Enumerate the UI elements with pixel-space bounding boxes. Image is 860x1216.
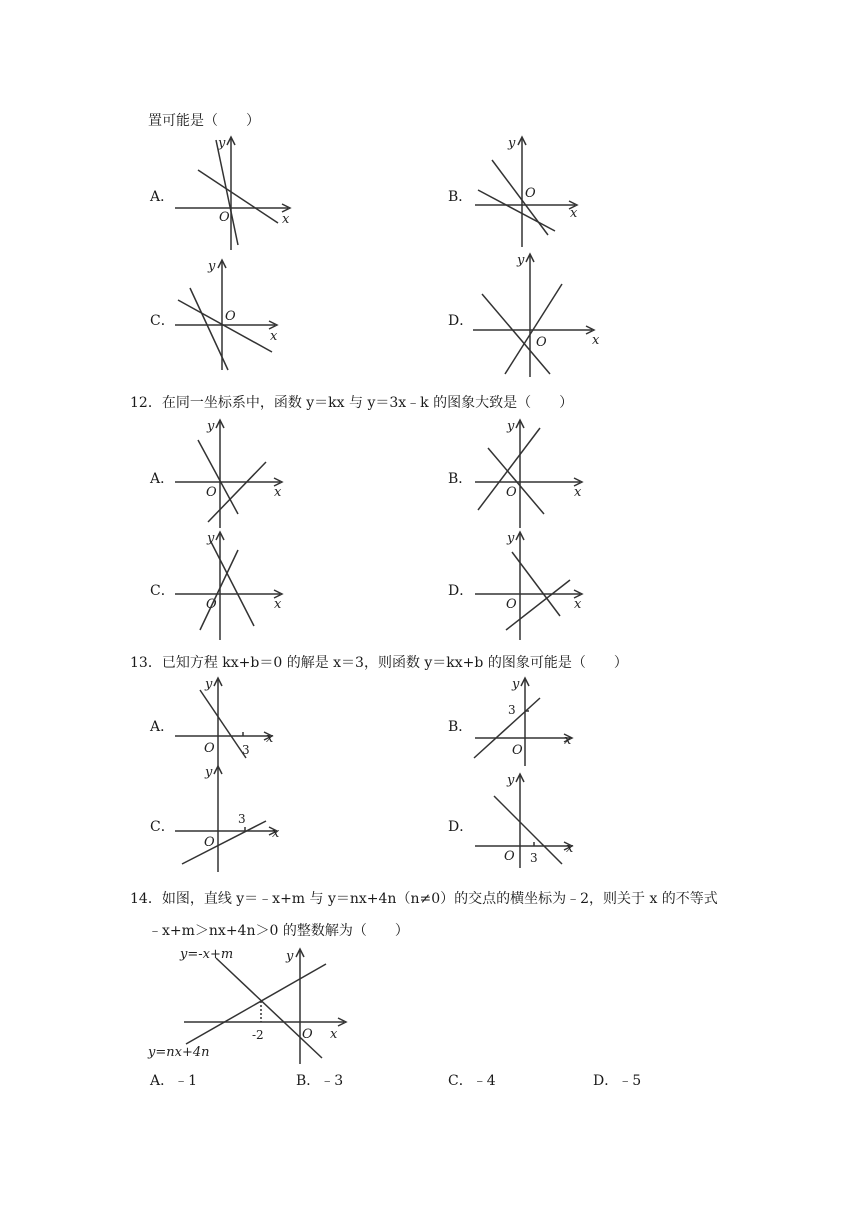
q11-option-c-label[interactable]: C． bbox=[150, 313, 175, 329]
x-label: x bbox=[274, 597, 282, 612]
origin-label: O bbox=[302, 1027, 313, 1042]
line-2 bbox=[210, 540, 254, 626]
line-1 bbox=[200, 550, 238, 630]
line-2 bbox=[482, 294, 550, 374]
q12-option-b-label[interactable]: B． bbox=[448, 471, 473, 487]
q11-option-b-label[interactable]: B． bbox=[448, 189, 473, 205]
q14-graph bbox=[146, 944, 356, 1066]
q11-graph-a bbox=[170, 135, 300, 253]
line-2 bbox=[488, 448, 544, 514]
q11-graph-b bbox=[470, 135, 585, 250]
q12-option-a-label[interactable]: A． bbox=[150, 471, 175, 487]
q13-graph-a bbox=[170, 676, 280, 768]
q13-option-d-label[interactable]: D． bbox=[448, 819, 474, 835]
q12-graph-c bbox=[170, 530, 290, 642]
q11-graph-c bbox=[170, 258, 285, 373]
q11-stem-tail: 置可能是（ ） bbox=[148, 113, 260, 129]
q12-option-c-label[interactable]: C． bbox=[150, 583, 175, 599]
origin-label: O bbox=[506, 485, 517, 500]
origin-label: O bbox=[204, 741, 215, 756]
tick-label: 3 bbox=[242, 743, 250, 757]
x-label: x bbox=[564, 733, 572, 748]
q12-graph-b bbox=[470, 418, 590, 530]
tick-label: 3 bbox=[508, 703, 516, 717]
x-label: x bbox=[570, 206, 578, 221]
q13-graph-c bbox=[170, 764, 288, 874]
x-label: x bbox=[282, 212, 290, 227]
origin-label: O bbox=[206, 597, 217, 612]
tick-label: 3 bbox=[530, 851, 538, 865]
line-1 bbox=[505, 284, 562, 374]
line-1 bbox=[198, 440, 238, 514]
x-label: x bbox=[566, 841, 574, 856]
q11-graph-d bbox=[470, 252, 605, 380]
q14-stem-line2: ﹣x+m＞nx+4n＞0 的整数解为（ ） bbox=[148, 923, 409, 939]
x-label: x bbox=[574, 485, 582, 500]
line2-label: y=nx+4n bbox=[148, 1045, 210, 1060]
q14-choice-d[interactable]: D．﹣5 bbox=[593, 1073, 642, 1089]
q13-option-a-label[interactable]: A． bbox=[150, 719, 175, 735]
q13-graph-d bbox=[470, 772, 582, 870]
q14-choice-a[interactable]: A．﹣1 bbox=[150, 1073, 198, 1089]
line-2 bbox=[198, 170, 278, 223]
x-label: x bbox=[270, 329, 278, 344]
x-label: x bbox=[274, 485, 282, 500]
q14-choice-b[interactable]: B．﹣3 bbox=[296, 1073, 344, 1089]
line-1 bbox=[474, 698, 540, 758]
y-label: y bbox=[218, 136, 226, 151]
origin-label: O bbox=[536, 335, 547, 350]
line-2 bbox=[478, 190, 555, 231]
y-label: y bbox=[517, 253, 525, 268]
q13-option-c-label[interactable]: C． bbox=[150, 819, 175, 835]
y-label: y bbox=[208, 259, 216, 274]
origin-label: O bbox=[512, 743, 523, 758]
q14-stem-line1: 14．如图，直线 y＝﹣x+m 与 y＝nx+4n（n≠0）的交点的横坐标为﹣2，则关于 x 的不等式 bbox=[130, 891, 718, 907]
q14-choice-c[interactable]: C．﹣4 bbox=[448, 1073, 496, 1089]
y-label: y bbox=[205, 677, 213, 692]
origin-label: O bbox=[504, 849, 515, 864]
q13-option-b-label[interactable]: B． bbox=[448, 719, 473, 735]
y-label: y bbox=[207, 531, 215, 546]
x-label: x bbox=[330, 1027, 338, 1042]
line-2 bbox=[178, 300, 272, 352]
line1-label: y=-x+m bbox=[180, 947, 234, 962]
y-label: y bbox=[508, 136, 516, 151]
y-label: y bbox=[507, 419, 515, 434]
y-label: y bbox=[205, 765, 213, 780]
tick-label: 3 bbox=[238, 812, 246, 826]
y-label: y bbox=[207, 419, 215, 434]
q11-option-a-label[interactable]: A． bbox=[150, 189, 175, 205]
q12-graph-a bbox=[170, 418, 290, 530]
x-label: x bbox=[272, 826, 280, 841]
origin-label: O bbox=[204, 835, 215, 850]
q13-stem: 13．已知方程 kx+b＝0 的解是 x＝3，则函数 y＝kx+b 的图象可能是（ ） bbox=[130, 655, 628, 671]
x-label: x bbox=[266, 731, 274, 746]
q12-stem: 12．在同一坐标系中，函数 y＝kx 与 y＝3x﹣k 的图象大致是（ ） bbox=[130, 395, 574, 411]
y-label: y bbox=[507, 531, 515, 546]
q13-graph-b bbox=[470, 676, 580, 768]
q12-graph-d bbox=[470, 530, 590, 642]
y-label: y bbox=[507, 773, 515, 788]
line-1 bbox=[216, 140, 238, 245]
y-label: y bbox=[286, 949, 294, 964]
q12-option-d-label[interactable]: D． bbox=[448, 583, 474, 599]
origin-label: O bbox=[206, 485, 217, 500]
line-y-neg-x-plus-m bbox=[216, 958, 322, 1058]
x-label: x bbox=[574, 597, 582, 612]
origin-label: O bbox=[506, 597, 517, 612]
x-mark-label: -2 bbox=[252, 1028, 264, 1042]
line-1 bbox=[182, 821, 266, 864]
x-label: x bbox=[592, 333, 600, 348]
q11-option-d-label[interactable]: D． bbox=[448, 313, 474, 329]
origin-label: O bbox=[225, 309, 236, 324]
y-label: y bbox=[512, 677, 520, 692]
origin-label: O bbox=[219, 210, 230, 225]
line-1 bbox=[492, 160, 548, 235]
origin-label: O bbox=[525, 186, 536, 201]
